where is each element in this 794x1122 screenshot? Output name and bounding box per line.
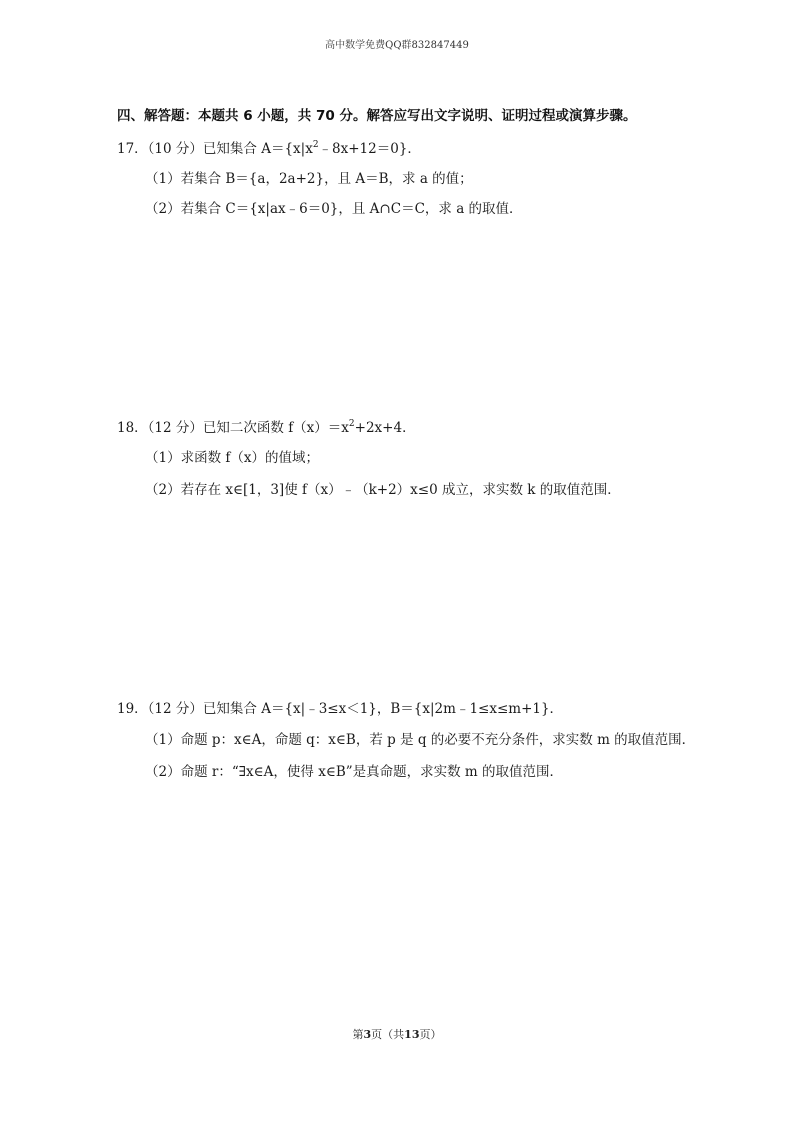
footer-total-pages: 13 [404,1028,420,1041]
footer-prefix: 第 [352,1028,364,1041]
problem-18-stem-text: 18．（12 分）已知二次函数 f（x）＝x [117,420,349,436]
problem-17-part-2: （2）若集合 C＝{x|ax﹣6＝0}，且 A∩C＝C，求 a 的取值． [145,201,523,217]
problem-17-stem [117,137,421,157]
problem-18-exponent: 2 [348,419,355,429]
footer-page-number: 3 [363,1028,372,1041]
page-header: 高中数学免费QQ群832847449 [325,40,469,51]
problem-18-stem [117,416,416,436]
footer-suffix: 页） [419,1028,442,1041]
problem-17-stem-text: 17．（10 分）已知集合 A＝{x|x [117,141,313,157]
problem-19-part-2: （2）命题 r：“∃x∈A，使得 x∈B”是真命题，求实数 m 的取值范围． [145,764,564,780]
problem-17-exponent: 2 [312,140,319,150]
footer-middle: 页（共 [371,1028,405,1041]
problem-18-part-2: （2）若存在 x∈[1，3]使 f（x）﹣（k+2）x≤0 成立，求实数 k 的取值范围． [145,482,621,498]
problem-17-part-1: （1）若集合 B＝{a，2a+2}，且 A＝B，求 a 的值； [145,171,473,187]
section-heading: 四、解答题：本题共 6 小题，共 70 分。解答应写出文字说明、证明过程或演算步骤。 [117,108,637,124]
problem-19-part-1: （1）命题 p：x∈A，命题 q：x∈B，若 p 是 q 的必要不充分条件，求实数 m 的取值范围． [145,732,696,748]
page-footer [0,1026,794,1042]
problem-17-stem-text-end: ﹣8x+12＝0}． [318,141,421,157]
problem-18-stem-text-end: +2x+4． [354,420,416,436]
problem-19-stem: 19．（12 分）已知集合 A＝{x|﹣3≤x＜1}，B＝{x|2m﹣1≤x≤m+1}． [117,701,564,717]
problem-18-part-1: （1）求函数 f（x）的值域； [145,450,319,466]
